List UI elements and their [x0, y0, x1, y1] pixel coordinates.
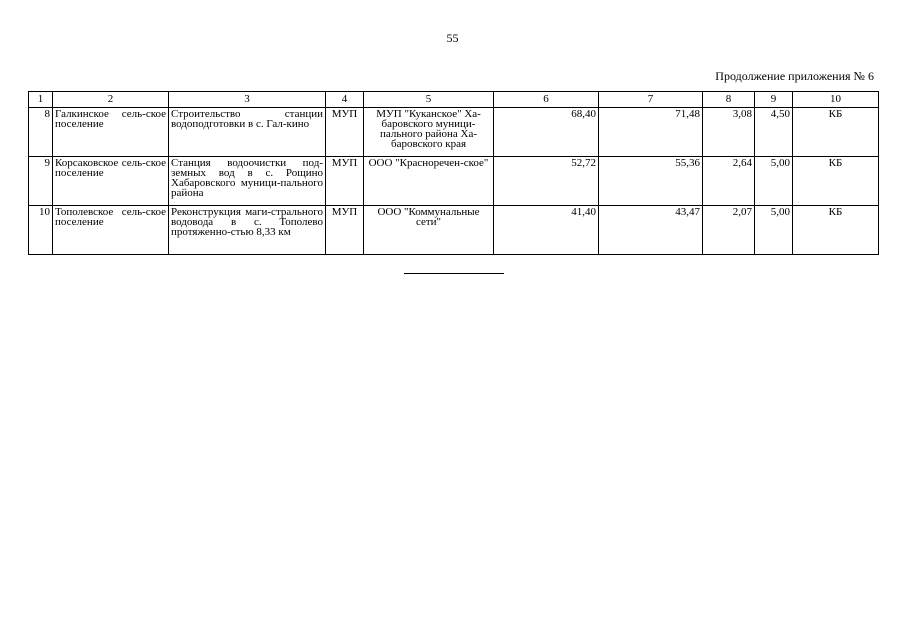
- source-cell: КБ: [793, 108, 879, 157]
- end-of-table-rule: [404, 273, 504, 274]
- appendix-table: [28, 91, 879, 255]
- value-col7-cell: 55,36: [599, 157, 703, 206]
- value-col8-cell: 2,64: [703, 157, 755, 206]
- table-header-row: [29, 92, 879, 108]
- project-cell: Реконструкция маги-стрального водовода в с. Тополево протяженно-стью 8,33 км: [169, 206, 326, 255]
- page-number: 55: [446, 31, 459, 45]
- table-row: [29, 108, 879, 157]
- column-header: 5: [364, 92, 494, 108]
- column-header: 9: [755, 92, 793, 108]
- value-col9-cell: 5,00: [755, 157, 793, 206]
- form-cell: МУП: [326, 108, 364, 157]
- column-header: 8: [703, 92, 755, 108]
- value-col6-cell: 52,72: [494, 157, 599, 206]
- value-col9-cell: 4,50: [755, 108, 793, 157]
- column-header: 6: [494, 92, 599, 108]
- row-number: 8: [29, 108, 53, 157]
- value-col8-cell: 2,07: [703, 206, 755, 255]
- project-cell: Станция водоочистки под-земных вод в с. Рощино Хабаровского муници-пального района: [169, 157, 326, 206]
- table-row: [29, 206, 879, 255]
- settlement-cell: Галкинское сель-ское поселение: [53, 108, 169, 157]
- value-col7-cell: 43,47: [599, 206, 703, 255]
- column-header: 4: [326, 92, 364, 108]
- settlement-cell: Корсаковское сель-ское поселение: [53, 157, 169, 206]
- source-cell: КБ: [793, 206, 879, 255]
- organization-cell: ООО "Коммунальные сети": [364, 206, 494, 255]
- column-header: 2: [53, 92, 169, 108]
- value-col7-cell: 71,48: [599, 108, 703, 157]
- table-row: [29, 157, 879, 206]
- settlement-cell: Тополевское сель-ское поселение: [53, 206, 169, 255]
- form-cell: МУП: [326, 157, 364, 206]
- source-cell: КБ: [793, 157, 879, 206]
- organization-cell: МУП "Куканское" Ха-баровского муници-пального района Ха-баровского края: [364, 108, 494, 157]
- value-col6-cell: 41,40: [494, 206, 599, 255]
- appendix-continuation-label: Продолжение приложения № 6: [715, 69, 874, 83]
- row-number: 10: [29, 206, 53, 255]
- column-header: 1: [29, 92, 53, 108]
- value-col8-cell: 3,08: [703, 108, 755, 157]
- organization-cell: ООО "Красноречен-ское": [364, 157, 494, 206]
- value-col9-cell: 5,00: [755, 206, 793, 255]
- row-number: 9: [29, 157, 53, 206]
- value-col6-cell: 68,40: [494, 108, 599, 157]
- column-header: 10: [793, 92, 879, 108]
- form-cell: МУП: [326, 206, 364, 255]
- column-header: 7: [599, 92, 703, 108]
- project-cell: Строительство станции водоподготовки в с. Гал-кино: [169, 108, 326, 157]
- column-header: 3: [169, 92, 326, 108]
